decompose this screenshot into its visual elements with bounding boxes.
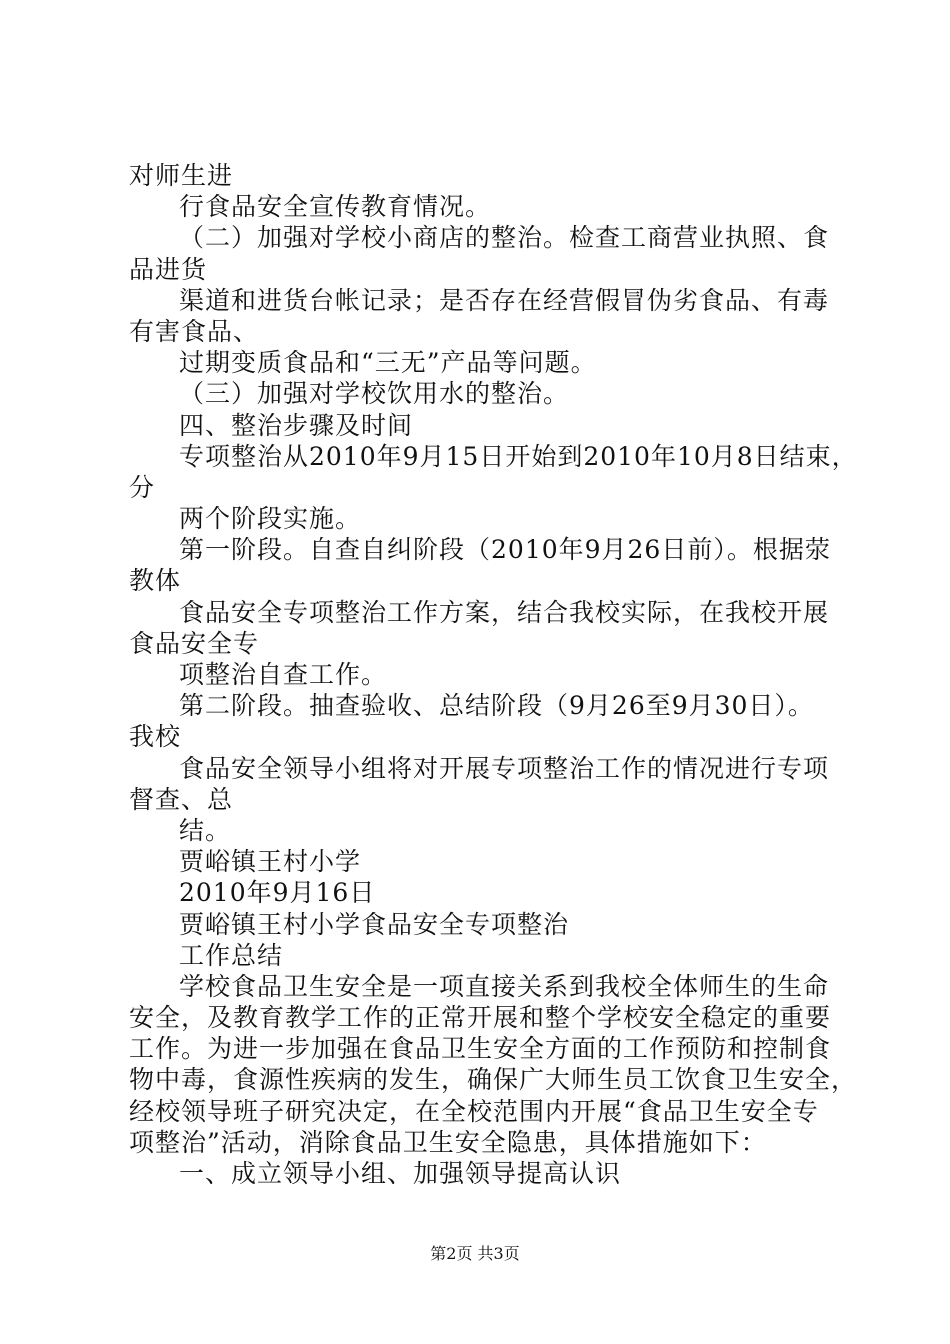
text-line: 食品安全专项整治工作方案，结合我校实际，在我校开展 — [179, 597, 830, 627]
text-line: 食品安全领导小组将对开展专项整治工作的情况进行专项 — [179, 753, 830, 783]
text-line: 经校领导班子研究决定，在全校范围内开展“食品卫生安全专 — [129, 1096, 819, 1126]
text-line: 四、整治步骤及时间 — [179, 410, 414, 440]
text-line: 贾峪镇王村小学食品安全专项整治 — [179, 909, 570, 939]
text-line: 安全，及教育教学工作的正常开展和整个学校安全稳定的重要 — [129, 1003, 832, 1033]
text-line: 第二阶段。抽查验收、总结阶段（9月26至9月30日）。 — [179, 691, 814, 721]
text-line: 两个阶段实施。 — [179, 504, 362, 534]
text-line: 食品安全专 — [129, 628, 260, 658]
text-line: （三）加强对学校饮用水的整治。 — [179, 379, 570, 409]
document-body — [129, 160, 858, 1189]
text-line: 教体 — [129, 566, 182, 596]
text-line: 过期变质食品和“三无”产品等问题。 — [179, 348, 597, 378]
text-line: 物中毒，食源性疾病的发生，确保广大师生员工饮食卫生安全， — [129, 1065, 858, 1095]
text-line: 工作。为进一步加强在食品卫生安全方面的工作预防和控制食 — [129, 1034, 832, 1064]
text-line: 分 — [129, 472, 156, 502]
text-line: 有害食品、 — [129, 316, 260, 346]
text-line: 2010年9月16日 — [179, 878, 376, 908]
text-line: 项整治自查工作。 — [179, 660, 388, 689]
text-line: 一、成立领导小组、加强领导提高认识 — [179, 1159, 622, 1188]
text-line: 行食品安全宣传教育情况。 — [179, 192, 492, 222]
text-line: 对师生进 — [129, 161, 234, 190]
text-line: 专项整治从2010年9月15日开始到2010年10月8日结束， — [179, 441, 858, 471]
text-line: 工作总结 — [179, 940, 284, 970]
page-footer: 第2页 共3页 — [430, 1244, 520, 1263]
text-line: 学校食品卫生安全是一项直接关系到我校全体师生的生命 — [179, 971, 830, 1001]
text-line: （二）加强对学校小商店的整治。检查工商营业执照、食 — [179, 223, 830, 253]
text-line: 我校 — [129, 722, 182, 752]
text-line: 渠道和进货台帐记录；是否存在经营假冒伪劣食品、有毒 — [179, 285, 830, 315]
text-line: 项整治”活动，消除食品卫生安全隐患，具体措施如下： — [129, 1127, 767, 1157]
text-line: 贾峪镇王村小学 — [179, 847, 362, 877]
text-line: 第一阶段。自查自纠阶段（2010年9月26日前）。根据荥 — [179, 535, 831, 565]
text-line: 结。 — [179, 815, 232, 845]
text-line: 品进货 — [129, 254, 208, 284]
text-line: 督查、总 — [129, 784, 234, 814]
